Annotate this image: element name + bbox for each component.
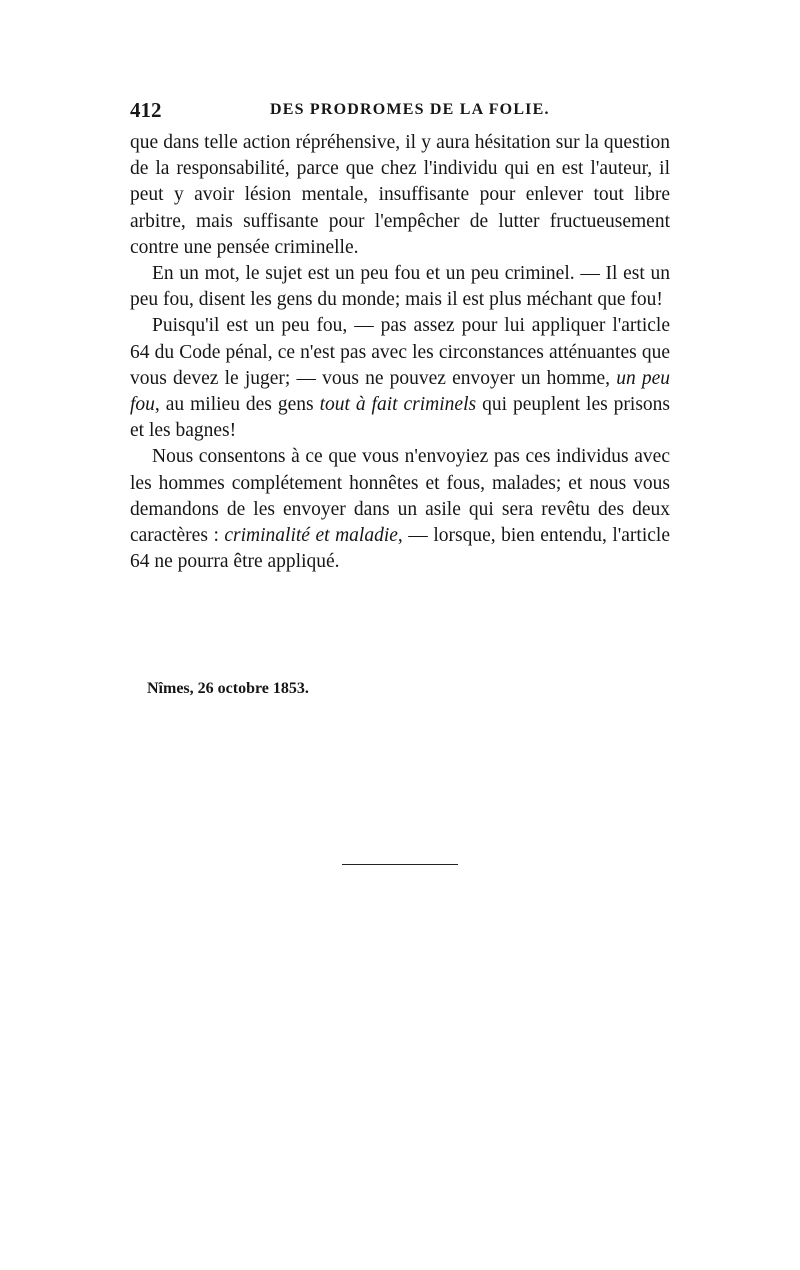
- paragraph: [130, 313, 670, 444]
- paragraph-text: , au milieu des gens: [154, 394, 320, 416]
- paragraph-continued: que dans telle action répréhensive, il y aura hésitation sur la question de la responsabilité, parce que chez l'individu qui en est l'auteur, il peut y avoir lésion mentale, insuffisante pour enlever tout libre arbitre, mais suffisante pour l'empêcher de lutter fructueusement contre une pensée criminelle.: [130, 132, 670, 258]
- running-head: [130, 98, 670, 124]
- paragraph-text: , — lorsque, bien entendu, l'article 64 ne pourra être appliqué.: [130, 525, 670, 573]
- paragraph-text: Nous consentons à ce que vous n'envoyiez pas ces individus avec les hommes complétement honnêtes et fous, malades; et nous vous demandons de les envoyer dans un asile qui sera revêtu des deux caractères :: [130, 446, 670, 547]
- body-text: [130, 130, 670, 575]
- paragraph: [130, 444, 670, 575]
- running-title: DES PRODROMES DE LA FOLIE.: [270, 101, 550, 118]
- page-number: 412: [130, 98, 162, 122]
- paragraph-text: Puisqu'il est un peu fou, — pas assez pour lui appliquer l'article 64 du Code pénal, ce n'est pas avec les circonstances atténuantes que vous devez le juger; — vous ne pouvez envoyer un homme,: [130, 315, 670, 389]
- italic-phrase: un peu fou: [130, 367, 671, 416]
- end-rule: [342, 864, 458, 865]
- italic-phrase: criminalité et maladie: [224, 525, 398, 547]
- italic-phrase: tout à fait criminels: [319, 394, 477, 416]
- paragraph: En un mot, le sujet est un peu fou et un peu criminel. — Il est un peu fou, disent les gens du monde; mais il est plus méchant que fou!: [130, 263, 670, 311]
- place-date-signoff: Nîmes, 26 octobre 1853.: [147, 680, 309, 697]
- paragraph-text: qui peuplent les prisons et les bagnes!: [130, 394, 671, 442]
